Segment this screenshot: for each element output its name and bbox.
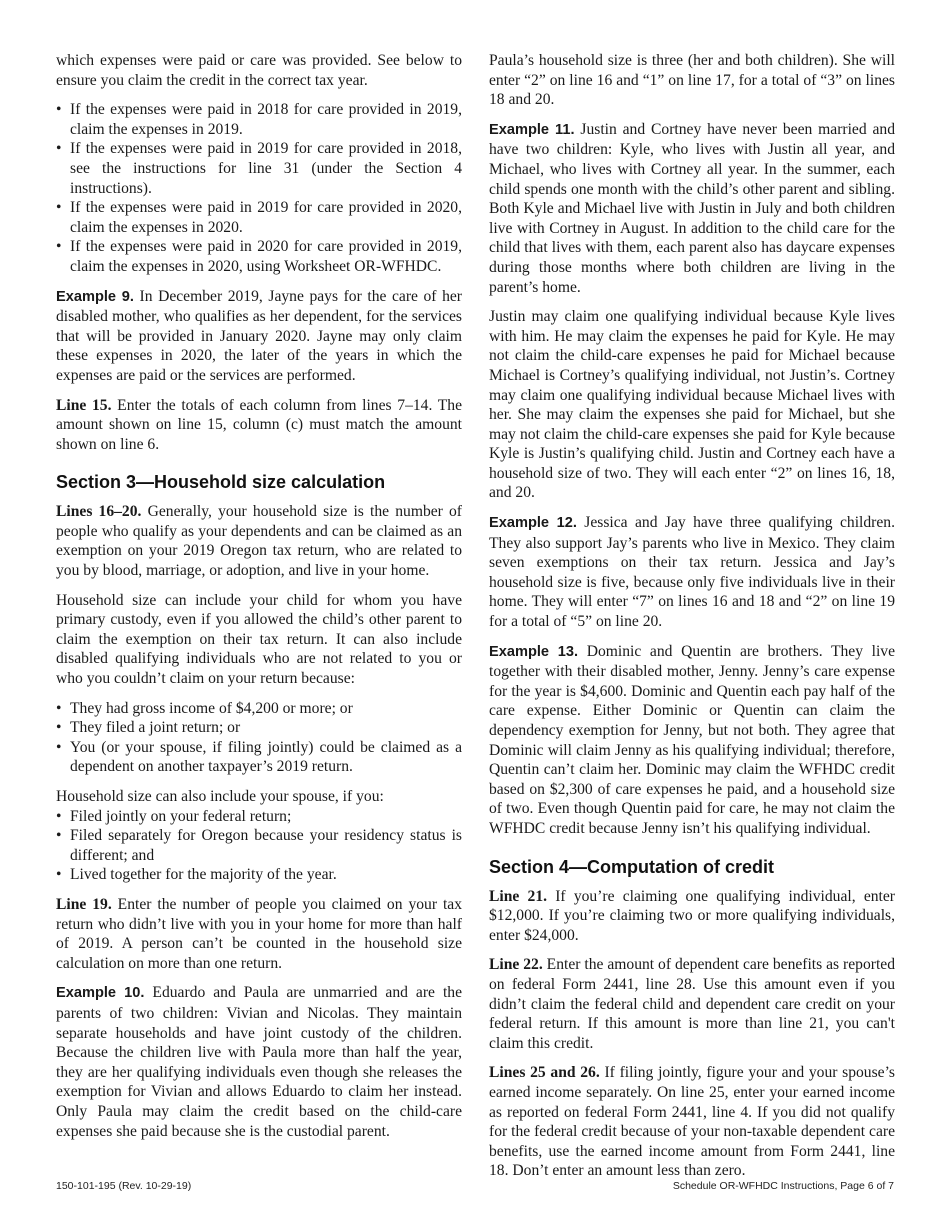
bullet-icon: • [56, 866, 62, 884]
because-list [56, 699, 462, 777]
example-13: Example 13. Dominic and Quentin are brothers. They live together with their disabled mother, Jenny. Jenny’s care expense for the year is $4,600. Dominic and Quentin each pay half of the care expense. Either Dominic or Quentin can claim the dependency exemption for Jenny, but not both. They agree that Dominic will claim Jenny as his qualifying individual; therefore, Quentin can’t claim her. Dominic may claim the WFHDC credit based on $2,300 of care expenses he paid, and a household size of two. Even though Quentin paid for care, he may not claim the WFHDC credit because Jenny isn’t his qualifying individual. [489, 642, 895, 837]
list-item: • They had gross income of $4,200 or more; or [56, 699, 353, 717]
line-19-instructions: Line 19. Enter the number of people you claimed on your tax return who didn’t live with you in your home for more than half of 2019. A person can’t be counted in the household size calculation on more than one return. [56, 895, 463, 972]
bullet-icon: • [56, 719, 62, 737]
page-label: Schedule OR-WFHDC Instructions, Page 6 of 7 [672, 1180, 894, 1192]
list-item: • You (or your spouse, if filing jointly) could be claimed as a dependent on another taxpayer’s 2019 return. [56, 738, 462, 776]
line-21-instructions: Line 21. If you’re claiming one qualifying individual, enter $12,000. If you’re claiming two or more qualifying individuals, enter $24,000. [489, 887, 895, 944]
form-number: 150-101-195 (Rev. 10-29-19) [56, 1180, 192, 1192]
line-19-label: Line 19. [56, 895, 112, 913]
line-15-label: Line 15. [56, 396, 112, 414]
spouse-intro: Household size can also include your spouse, if you: [56, 788, 384, 805]
spouse-list [56, 807, 462, 885]
example-10: Example 10. Eduardo and Paula are unmarried and are the parents of two children: Vivian and Nicolas. They maintain separate households and have joint custody of the children. Because the children live with Paula more than half the year, they are her qualifying individuals even though she releases the exemption for Vivian and allows Eduardo to claim her instead. Only Paula may claim the credit based on the child-care expenses she paid because she is the custodial parent. [56, 984, 462, 1140]
bullet-icon: • [56, 807, 62, 825]
list-item: • They filed a joint return; or [56, 719, 241, 737]
lines-16-20-instructions: Lines 16–20. Generally, your household size is the number of people who qualify as your dependents and can be claimed as an exemption on your 2019 Oregon tax return, who are related to you by blood, marriage, or adoption, and live in your home. [56, 503, 462, 580]
list-item: • If the expenses were paid in 2019 for care provided in 2020, claim the expenses in 2020. [56, 199, 462, 236]
list-item: • If the expenses were paid in 2018 for care provided in 2019, claim the expenses in 2019. [56, 101, 462, 138]
intro-paragraph: which expenses were paid or care was provided. See below to ensure you claim the credit in the correct tax year. [56, 52, 462, 89]
list-item: • Lived together for the majority of the year. [56, 866, 337, 884]
example-10-label: Example 10. [56, 985, 145, 1002]
bullet-icon: • [56, 101, 62, 119]
section-3-heading: Section 3—Household size calculation [56, 472, 386, 493]
section-4-heading: Section 4—Computation of credit [489, 856, 775, 877]
bullet-icon: • [56, 827, 62, 845]
bullet-icon: • [56, 738, 62, 756]
household-paragraph: Household size can include your child for whom you have primary custody, even if you allowed the child’s other parent to claim the exemption on their tax return. It can also include disabled qualifying individuals who are not related to you or who you couldn’t claim on your return because: [56, 591, 462, 688]
line-21-label: Line 21. [489, 887, 548, 905]
example-13-label: Example 13. [489, 643, 579, 660]
lines-25-26-instructions: Lines 25 and 26. If filing jointly, figure your and your spouse’s earned income separately. On line 25, enter your earned income as reported on federal Form 2441, line 4. If you did not qualify for the federal credit because of your non-taxable dependent care benefits, use the earned income amount from Form 2441, line 18. Don’t enter an amount less than zero. [489, 1064, 895, 1180]
example-10-continued: Paula’s household size is three (her and both children). She will enter “2” on line 16 and “1” on line 17, for a total of “3” on lines 18 and 20. [489, 52, 895, 109]
example-9: Example 9. In December 2019, Jayne pays for the care of her disabled mother, who qualifies as her dependent, for the services that will be provided in January 2020. Jayne may only claim these expenses in 2020, the later of the years in which the expenses are paid or the services are performed. [56, 287, 462, 384]
lines-16-20-label: Lines 16–20. [56, 503, 142, 521]
year-rules-list [56, 100, 462, 276]
left-column [56, 51, 462, 1151]
line-22-label: Line 22. [489, 956, 543, 974]
list-item: • Filed separately for Oregon because your residency status is different; and [56, 827, 462, 864]
right-column [489, 51, 895, 1191]
line-22-instructions: Line 22. Enter the amount of dependent care benefits as reported on federal Form 2441, line 28. Use this amount even if you didn’t claim the federal child and dependent care credit on your federal return. If this amount is more than line 21, you can't claim this credit. [489, 956, 895, 1052]
example-11-continued: Justin may claim one qualifying individual because Kyle lives with him. He may claim the expenses he paid for Kyle. He may not claim the child-care expenses he paid for Michael because Michael is Cortney’s qualifying individual, not Justin’s. Cortney may claim one qualifying individual because Michael lives with her. She may claim the expenses she paid for Michael, but she may not claim the child-care expenses she paid for Kyle because Kyle is Justin’s qualifying child. Justin and Cortney each have a household size of two. They will each enter “2” on lines 16, 18, and 20. [489, 308, 895, 502]
lines-25-26-label: Lines 25 and 26. [489, 1064, 600, 1082]
bullet-icon: • [56, 699, 62, 717]
example-9-label: Example 9. [56, 288, 134, 305]
list-item: • If the expenses were paid in 2019 for care provided in 2018, see the instructions for line 31 (under the Section 4 instructions). [56, 140, 462, 197]
bullet-icon: • [56, 140, 62, 158]
bullet-icon: • [56, 199, 62, 217]
example-12: Example 12. Jessica and Jay have three qualifying children. They also support Jay’s parents who live in Mexico. They claim seven exemptions on their tax return. Jessica and Jay’s household size is five, because only five individuals live in their home. They will enter “7” on lines 16 and 18 and “2” on line 19 for a total of “5” on line 20. [489, 514, 895, 631]
line-15-instructions: Line 15. Enter the totals of each column from lines 7–14. The amount shown on line 15, column (c) must match the amount shown on line 6. [56, 396, 462, 453]
list-item: • If the expenses were paid in 2020 for care provided in 2019, claim the expenses in 2020, using Worksheet OR-WFHDC. [56, 238, 462, 275]
example-11: Example 11. Justin and Cortney have never been married and have two children: Kyle, who lives with Justin all year, and Michael, who lives with Cortney all year. In the summer, each child spends one month with the child’s other parent and sibling. Both Kyle and Michael live with Justin in July and both children live with Cortney in August. In addition to the child care for the child that lives with them, each parent also has daycare expenses during those months where both children are living in the parent’s home. [489, 120, 895, 296]
example-11-label: Example 11. [489, 121, 575, 138]
example-12-label: Example 12. [489, 515, 577, 532]
list-item: • Filed jointly on your federal return; [56, 807, 292, 825]
bullet-icon: • [56, 238, 62, 256]
